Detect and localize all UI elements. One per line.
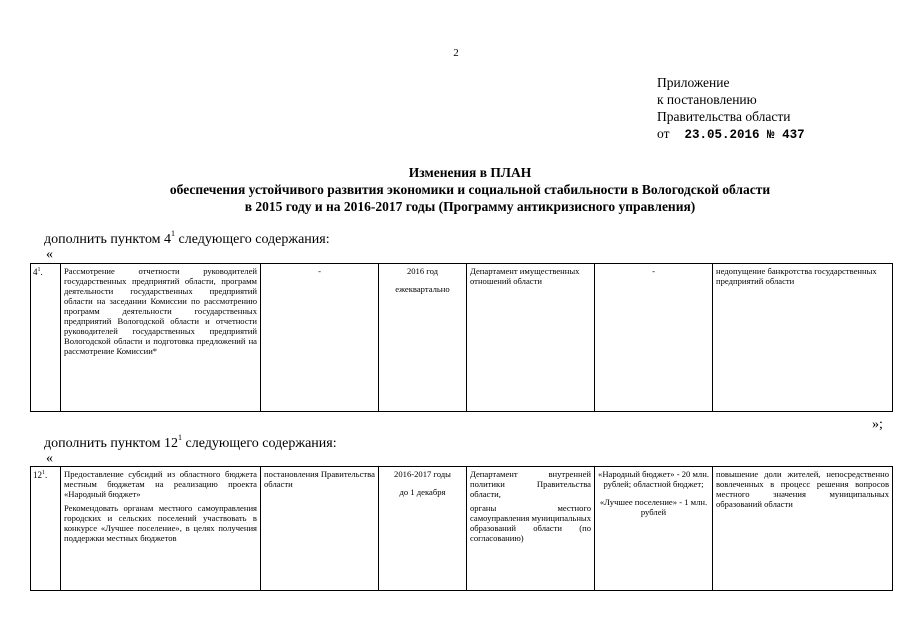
date-prefix: от	[657, 126, 670, 141]
row-number: $4^1$.	[31, 264, 61, 412]
title-line-1: Изменения в ПЛАН	[408, 165, 532, 180]
section1-close-quote: »;	[872, 417, 883, 432]
measure-cell	[61, 467, 261, 591]
row-number: $12^1$.	[31, 467, 61, 591]
result-cell: недопущение банкротства государственных предприятий области	[713, 264, 893, 412]
section2-table	[30, 466, 893, 591]
section1-intro-sup: 1	[171, 229, 176, 238]
appendix-line-3: Правительства области	[657, 109, 791, 124]
section1-open-quote: «	[46, 247, 53, 262]
document-title	[90, 164, 850, 215]
section1-intro-tail: следующего содержания:	[175, 232, 330, 247]
title-line-2: обеспечения устойчивого развития экономики и социальной стабильности в Вологодской области	[169, 182, 771, 197]
table-row	[31, 264, 893, 412]
measure-cell: Рассмотрение отчетности руководителей государственных предприятий области, программ деятельности государственных предприятий области на заседании Комиссии по рассмотрению программ деятельности государственных предприятий Вологодской области и отчетности руководителей государственных предприятий Вологодской области и подготовка предложений на рассмотрение Комиссии*	[61, 264, 261, 412]
executor-paragraph-2: органы местного самоуправления муниципальных образований области (по согласованию)	[470, 503, 591, 543]
result-cell: повышение доли жителей, непосредственно вовлеченных в процесс решения вопросов местного значения муниципальных образований области	[713, 467, 893, 591]
table-row	[31, 467, 893, 591]
appendix-line-2: к постановлению	[657, 92, 757, 107]
measure-paragraph-1: Предоставление субсидий из областного бюджета местным бюджетам на реализацию проекта «Народный бюджет»	[64, 469, 257, 499]
term-cell	[379, 467, 467, 591]
term-line-2: ежеквартально	[395, 284, 450, 294]
section1-table	[30, 263, 893, 412]
page-number: 2	[453, 47, 459, 59]
financing-cell	[595, 467, 713, 591]
financing-paragraph-1: «Народный бюджет» - 20 млн. рублей; областной бюджет;	[598, 469, 709, 489]
title-line-3: в 2015 году и на 2016-2017 годы (Программу антикризисного управления)	[244, 199, 696, 214]
appendix-date-line	[657, 125, 805, 144]
appendix-header	[657, 74, 805, 144]
section2-intro	[44, 433, 337, 452]
executor-cell	[467, 467, 595, 591]
section2-intro-text: дополнить пунктом 12	[44, 436, 179, 451]
term-line-2: до 1 декабря	[399, 487, 446, 497]
document-cell: постановления Правительства области	[261, 467, 379, 591]
document-cell: -	[261, 264, 379, 412]
section2-intro-sup: 1	[178, 433, 183, 442]
financing-cell: -	[595, 264, 713, 412]
financing-paragraph-2: «Лучшее поселение» - 1 млн. рублей	[599, 497, 708, 517]
number-sign: №	[767, 128, 775, 142]
measure-paragraph-2: Рекомендовать органам местного самоуправления городских и сельских поселений участвовать в конкурсе «Лучшее поселение», в целях получения поддержки местных бюджетов	[64, 503, 257, 543]
section2-open-quote: «	[46, 451, 53, 466]
section2-intro-tail: следующего содержания:	[182, 436, 337, 451]
appendix-line-1: Приложение	[657, 75, 730, 90]
section1-intro-text: дополнить пунктом 4	[44, 232, 172, 247]
executor-paragraph-1: Департамент внутренней политики Правительства области,	[470, 469, 591, 499]
section1-intro	[44, 229, 330, 248]
term-cell	[379, 264, 467, 412]
executor-cell: Департамент имущественных отношений области	[467, 264, 595, 412]
decree-date: 23.05.2016	[684, 128, 760, 142]
decree-number: 437	[782, 128, 805, 142]
term-line-1: 2016 год	[406, 266, 439, 276]
term-line-1: 2016-2017 годы	[394, 469, 451, 479]
